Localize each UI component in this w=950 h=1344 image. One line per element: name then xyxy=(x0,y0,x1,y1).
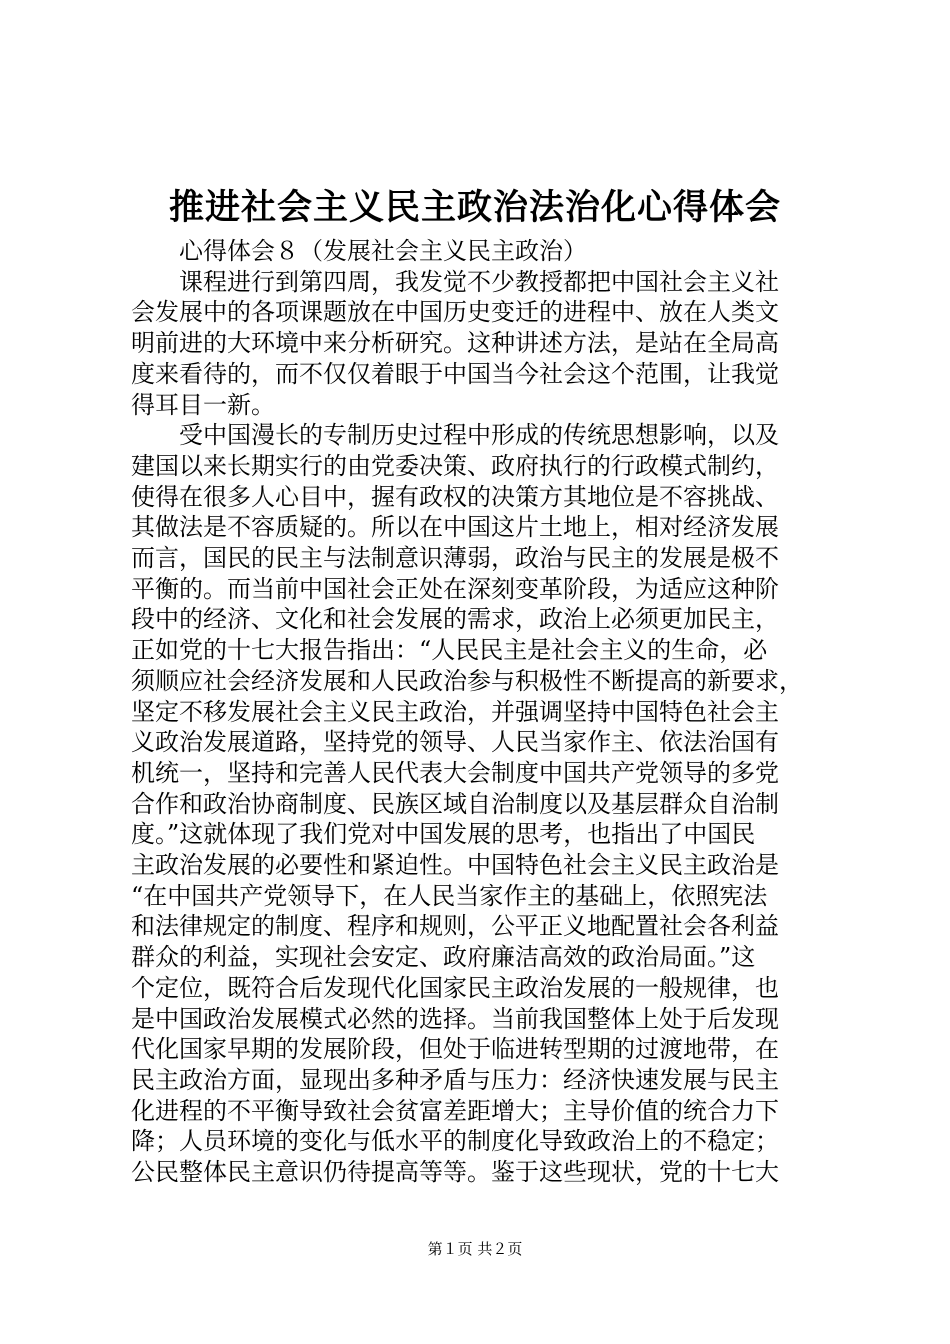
text-line: 受中国漫长的专制历史过程中形成的传统思想影响，以及 xyxy=(131,421,779,449)
text-line: 机统一，坚持和完善人民代表大会制度中国共产党领导的多党 xyxy=(131,759,779,787)
text-line: 个定位，既符合后发现代化国家民主政治发展的一般规律，也 xyxy=(131,974,779,1002)
text-line: 民主政治方面，显现出多种矛盾与压力：经济快速发展与民主 xyxy=(131,1066,779,1094)
text-line: 明前进的大环境中来分析研究。这种讲述方法，是站在全局高 xyxy=(131,329,779,357)
text-line: 课程进行到第四周，我发觉不少教授都把中国社会主义社 xyxy=(131,268,779,296)
page-title: 推进社会主义民主政治法治化心得体会 xyxy=(168,187,781,228)
text-line: 会发展中的各项课题放在中国历史变迁的进程中、放在人类文 xyxy=(131,298,779,326)
text-line: 段中的经济、文化和社会发展的需求，政治上必须更加民主， xyxy=(131,605,779,633)
text-line: 得耳目一新。 xyxy=(131,391,275,419)
text-line: 坚定不移发展社会主义民主政治，并强调坚持中国特色社会主 xyxy=(131,698,779,726)
page-footer: 第１页 共２页 xyxy=(427,1240,523,1258)
text-line: 度。”这就体现了我们党对中国发展的思考，也指出了中国民 xyxy=(131,820,756,848)
text-line: 而言，国民的民主与法制意识薄弱，政治与民主的发展是极不 xyxy=(131,544,779,572)
text-line: 平衡的。而当前中国社会正处在深刻变革阶段，为适应这种阶 xyxy=(131,575,779,603)
text-line: 和法律规定的制度、程序和规则，公平正义地配置社会各利益 xyxy=(131,912,779,940)
text-line: 其做法是不容质疑的。所以在中国这片土地上，相对经济发展 xyxy=(131,513,779,541)
text-line: 义政治发展道路，坚持党的领导、人民当家作主、依法治国有 xyxy=(131,728,779,756)
text-line: 公民整体民主意识仍待提高等等。鉴于这些现状，党的十七大 xyxy=(131,1158,779,1186)
text-line: 是中国政治发展模式必然的选择。当前我国整体上处于后发现 xyxy=(131,1005,779,1033)
text-line: 度来看待的，而不仅仅着眼于中国当今社会这个范围，让我觉 xyxy=(131,360,779,388)
text-line: 群众的利益，实现社会安定、政府廉洁高效的政治局面。”这 xyxy=(131,943,756,971)
text-line: “在中国共产党领导下，在人民当家作主的基础上，依照宪法 xyxy=(131,882,768,910)
text-line: 正如党的十七大报告指出：“人民民主是社会主义的生命，必 xyxy=(131,636,768,664)
text-line: 化进程的不平衡导致社会贫富差距增大；主导价值的统合力下 xyxy=(131,1097,779,1125)
text-line: 须顺应社会经济发展和人民政治参与积极性不断提高的新要求， xyxy=(131,667,803,695)
text-line: 建国以来长期实行的由党委决策、政府执行的行政模式制约， xyxy=(131,452,779,480)
text-line: 主政治发展的必要性和紧迫性。中国特色社会主义民主政治是 xyxy=(131,851,779,879)
text-line: 使得在很多人心目中，握有政权的决策方其地位是不容挑战、 xyxy=(131,483,779,511)
text-line: 合作和政治协商制度、民族区域自治制度以及基层群众自治制 xyxy=(131,790,779,818)
text-line: 心得体会８（发展社会主义民主政治） xyxy=(131,237,587,265)
text-line: 代化国家早期的发展阶段，但处于临进转型期的过渡地带，在 xyxy=(131,1035,779,1063)
text-line: 降；人员环境的变化与低水平的制度化导致政治上的不稳定； xyxy=(131,1127,779,1155)
